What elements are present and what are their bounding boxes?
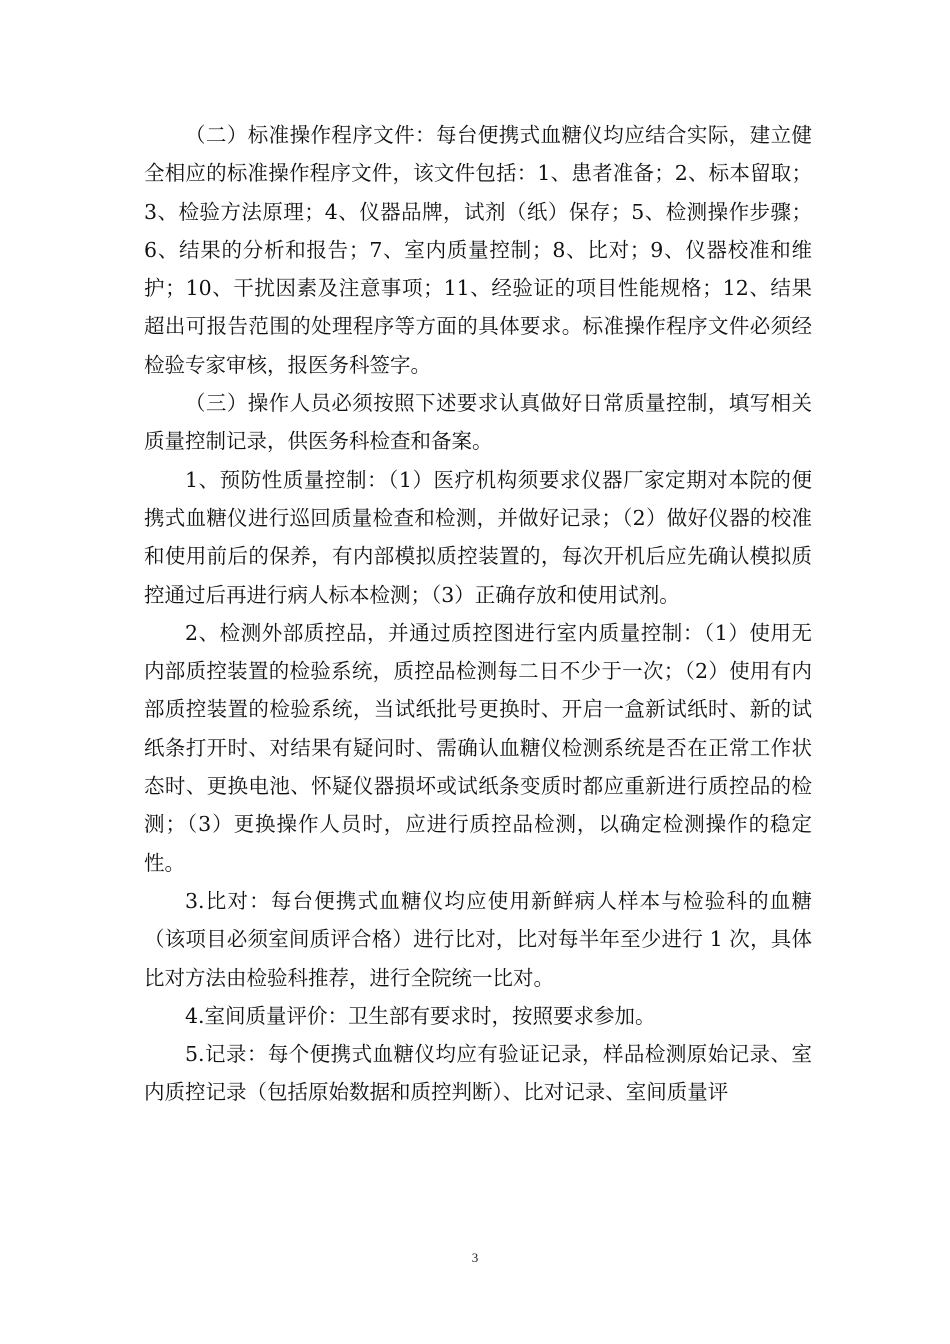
page-number: 3 <box>471 1250 479 1265</box>
paragraph-sop-documents: （二）标准操作程序文件：每台便携式血糖仪均应结合实际，建立健全相应的标准操作程序文件，该文件包括：1、患者准备；2、标本留取；3、检验方法原理；4、仪器品牌，试剂（纸）保存；5、检测操作步骤；6、结果的分析和报告；7、室内质量控制；8、比对；9、仪器校准和维护；10、干扰因素及注意事项；11、经验证的项目性能规格；12、结果超出可报告范围的处理程序等方面的具体要求。标准操作程序文件必须经检验专家审核，报医务科签字。 <box>144 123 812 377</box>
paragraph-comparison: 3.比对：每台便携式血糖仪均应使用新鲜病人样本与检验科的血糖（该项目必须室间质评合格）进行比对，比对每半年至少进行 1 次，具体比对方法由检验科推荐，进行全院统一比对。 <box>144 888 812 990</box>
paragraph-external-qc: 2、检测外部质控品，并通过质控图进行室内质量控制：（1）使用无内部质控装置的检验系统，质控品检测每二日不少于一次；（2）使用有内部质控装置的检验系统，当试纸批号更换时、开启一盒新试纸时、新的试纸条打开时、对结果有疑问时、需确认血糖仪检测系统是否在正常工作状态时、更换电池、怀疑仪器损坏或试纸条变质时都应重新进行质控品的检测；（3）更换操作人员时，应进行质控品检测，以确定检测操作的稳定性。 <box>144 620 812 875</box>
document-body <box>144 116 812 1112</box>
paragraph-daily-quality-control: （三）操作人员必须按照下述要求认真做好日常质量控制，填写相关质量控制记录，供医务科检查和备案。 <box>144 391 812 454</box>
paragraph-external-quality-assessment: 4.室间质量评价：卫生部有要求时，按照要求参加。 <box>185 1003 656 1028</box>
paragraph-preventive-qc: 1、预防性质量控制：（1）医疗机构须要求仪器厂家定期对本院的便携式血糖仪进行巡回质量检查和检测，并做好记录；（2）做好仪器的校准和使用前后的保养，有内部模拟质控装置的，每次开机后应先确认模拟质控通过后再进行病人标本检测；（3）正确存放和使用试剂。 <box>144 467 812 607</box>
paragraph-records: 5.记录：每个便携式血糖仪均应有验证记录，样品检测原始记录、室内质控记录（包括原始数据和质控判断）、比对记录、室间质量评 <box>144 1042 812 1105</box>
